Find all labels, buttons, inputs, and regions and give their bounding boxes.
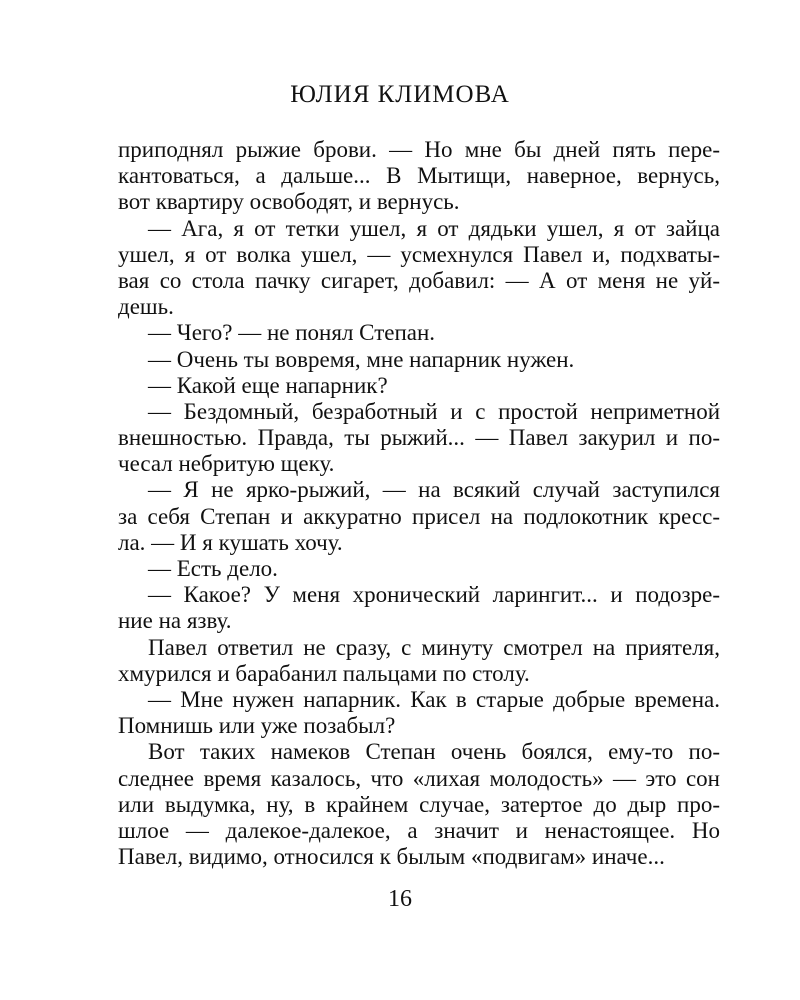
text-line: внешностью. Правда, ты рыжий... — Павел закурил и по-: [118, 425, 720, 451]
text-line: или выдумка, ну, в крайнем случае, затертое до дыр про-: [118, 791, 720, 817]
text-line: — Очень ты вовремя, мне напарник нужен.: [148, 346, 575, 372]
text-line: ла. — И я кушать хочу.: [118, 529, 343, 555]
text-line: шлое — далекое-далекое, а значит и ненастоящее. Но: [118, 817, 720, 843]
text-line: Помнишь или уже позабыл?: [118, 713, 396, 739]
text-line: за себя Степан и аккуратно присел на подлокотник кресс-: [118, 503, 720, 529]
body-text: [118, 137, 720, 870]
text-line: следнее время казалось, что «лихая молодость» — это сон: [118, 765, 720, 791]
text-line: дешь.: [118, 294, 174, 320]
text-line: — Есть дело.: [148, 556, 278, 581]
text-line: Павел, видимо, относился к былым «подвигам» иначе...: [118, 844, 665, 870]
text-line: — Мне нужен напарник. Как в старые добрые времена.: [148, 686, 720, 712]
text-line: приподнял рыжие брови. — Но мне бы дней пять пере-: [118, 137, 720, 162]
text-line: — Бездомный, безработный и с простой неприметной: [148, 398, 720, 424]
text-line: — Какой еще напарник?: [148, 372, 388, 398]
text-line: — Ага, я от тетки ушел, я от дядьки ушел, я от зайца: [148, 215, 720, 241]
text-line: хмурился и барабанил пальцами по столу.: [118, 660, 530, 686]
text-line: вот квартиру освободят, и вернусь.: [118, 189, 460, 215]
text-line: кантоваться, а дальше... В Мытищи, наверное, вернусь,: [118, 163, 720, 189]
text-line: ушел, я от волка ушел, — усмехнулся Павел и, подхваты-: [118, 241, 720, 267]
text-line: вая со стола пачку сигарет, добавил: — А от меня не уй-: [118, 267, 720, 293]
text-line: чесал небритую щеку.: [118, 451, 335, 477]
text-line: Вот таких намеков Степан очень боялся, ему-то по-: [148, 739, 720, 765]
text-line: ние на язву.: [118, 608, 232, 634]
page-number: 16: [388, 886, 412, 912]
text-line: Павел ответил не сразу, с минуту смотрел на приятеля,: [148, 634, 720, 660]
running-head: ЮЛИЯ КЛИМОВА: [290, 81, 510, 108]
text-line: — Я не ярко-рыжий, — на всякий случай заступился: [148, 477, 720, 503]
text-line: — Чего? — не понял Степан.: [148, 320, 436, 346]
text-line: — Какое? У меня хронический ларингит... и подозре-: [148, 582, 720, 608]
